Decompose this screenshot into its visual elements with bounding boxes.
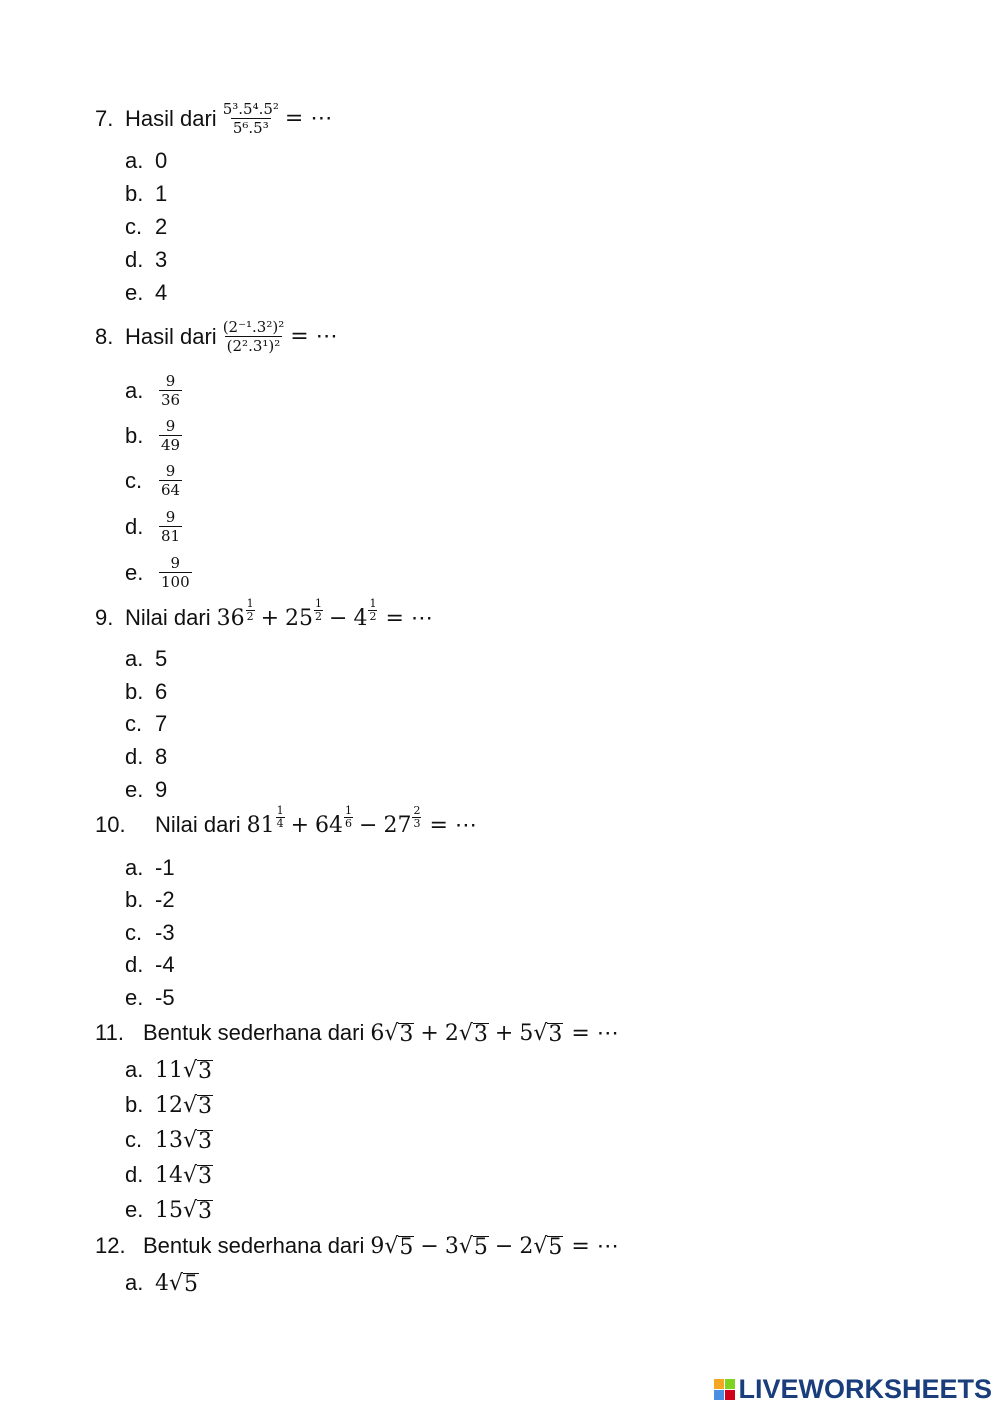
option-value: 6 (155, 679, 168, 704)
question-number: 11. (95, 1020, 124, 1045)
fraction-numerator: 9 (165, 508, 176, 526)
option-letter: a. (125, 1270, 144, 1295)
option-value: -2 (155, 887, 175, 912)
equals-ellipsis: = ⋯ (571, 1020, 619, 1046)
option-letter: d. (125, 247, 144, 272)
option-letter: c. (125, 711, 143, 736)
option-letter: b. (125, 887, 144, 912)
exponent-denominator: 3 (413, 816, 421, 830)
coefficient: 9 (370, 1233, 385, 1259)
option-value (155, 1163, 213, 1188)
operator: − (329, 605, 348, 631)
coefficient: 11 (155, 1057, 183, 1083)
term-base: 64 (315, 812, 344, 838)
option-10d[interactable] (125, 952, 175, 978)
option-fraction (159, 554, 192, 591)
coefficient: 13 (155, 1127, 183, 1153)
logo-square (725, 1390, 735, 1400)
question-text: Nilai dari (125, 605, 211, 630)
option-12a[interactable] (125, 1270, 199, 1296)
coefficient: 2 (519, 1233, 534, 1259)
exponent-denominator: 6 (345, 816, 353, 830)
option-11b[interactable] (125, 1092, 213, 1118)
question-number: 7. (95, 105, 114, 131)
option-value: -5 (155, 985, 175, 1010)
option-letter: c. (125, 214, 143, 239)
radicand: 3 (198, 1198, 213, 1224)
coefficient: 5 (519, 1020, 534, 1046)
option-value (155, 1058, 213, 1083)
fraction-denominator: 36 (161, 391, 181, 409)
fraction-numerator: 9 (165, 372, 176, 390)
sqrt-icon: √ 3 (458, 1020, 488, 1047)
option-9b[interactable] (125, 679, 167, 705)
exponent-fraction (344, 805, 353, 830)
option-letter: e. (125, 1197, 144, 1222)
option-letter: e. (125, 985, 144, 1010)
option-8d[interactable] (125, 508, 186, 545)
exponent-fraction (276, 805, 285, 830)
expression (246, 803, 477, 838)
radicand: 3 (473, 1021, 488, 1047)
operator: − (359, 812, 378, 838)
option-value: 8 (155, 744, 168, 769)
fraction-denominator: (2².3¹)² (226, 337, 281, 355)
sqrt-icon: √ 5 (458, 1233, 488, 1260)
coefficient: 14 (155, 1162, 183, 1188)
exponent-denominator: 4 (276, 816, 284, 830)
operator: − (420, 1233, 439, 1259)
option-letter: a. (125, 855, 144, 880)
exponent-numerator: 2 (413, 803, 421, 817)
radicand: 5 (184, 1271, 199, 1297)
equals-ellipsis: = ⋯ (284, 106, 333, 131)
sqrt-icon: √ 3 (183, 1162, 213, 1189)
equals-ellipsis: = ⋯ (385, 605, 433, 631)
sqrt-icon: √ 5 (533, 1233, 563, 1260)
option-10e[interactable] (125, 985, 175, 1011)
question-text: Hasil dari (125, 323, 217, 349)
exponent-fraction (412, 805, 421, 830)
radicand: 3 (399, 1021, 414, 1047)
option-letter: d. (125, 1162, 144, 1187)
exponent-denominator: 2 (246, 609, 254, 623)
fraction-denominator: 64 (161, 481, 181, 499)
option-value: -4 (155, 952, 175, 977)
radicand: 5 (548, 1234, 563, 1260)
radicand: 3 (198, 1093, 213, 1119)
coefficient: 4 (155, 1270, 169, 1296)
logo-square (725, 1379, 735, 1389)
option-7b[interactable] (125, 181, 167, 207)
option-9e[interactable] (125, 777, 167, 803)
option-7d[interactable] (125, 247, 167, 273)
exponent-fraction (314, 598, 323, 623)
option-9a[interactable] (125, 646, 167, 672)
option-letter: b. (125, 679, 144, 704)
question-7 (95, 100, 332, 137)
question-fraction (221, 100, 281, 137)
option-value: 3 (155, 247, 168, 272)
option-letter: e. (125, 280, 144, 305)
radicand: 3 (198, 1058, 213, 1084)
fraction-numerator: 5³.5⁴.5² (222, 100, 279, 118)
option-7c[interactable] (125, 214, 167, 240)
term-base: 4 (353, 605, 368, 631)
option-value: 2 (155, 214, 168, 239)
sqrt-icon: √ 3 (533, 1020, 563, 1047)
option-letter: c. (125, 920, 143, 945)
option-value (155, 1271, 199, 1296)
sqrt-icon: √ 3 (384, 1020, 414, 1047)
option-10b[interactable] (125, 887, 175, 913)
exponent-denominator: 2 (369, 609, 377, 623)
option-7a[interactable] (125, 148, 167, 174)
question-10 (95, 803, 477, 838)
expression (216, 596, 433, 631)
question-number: 12. (95, 1233, 126, 1258)
fraction-denominator: 5⁶.5³ (232, 119, 269, 137)
question-number: 10. (95, 812, 126, 837)
equals-ellipsis: = ⋯ (429, 812, 477, 838)
option-9c[interactable] (125, 711, 167, 737)
question-text: Hasil dari (125, 105, 217, 131)
option-value: -1 (155, 855, 175, 880)
term-base: 36 (216, 605, 245, 631)
option-value: 7 (155, 711, 168, 736)
option-letter: d. (125, 744, 144, 769)
exponent-fraction (246, 598, 255, 623)
option-letter: e. (125, 559, 144, 585)
option-value: 4 (155, 280, 168, 305)
option-value: 1 (155, 181, 168, 206)
option-fraction (159, 508, 182, 545)
option-fraction (159, 462, 182, 499)
option-11a[interactable] (125, 1057, 213, 1083)
question-8 (95, 318, 338, 355)
option-value: 0 (155, 148, 168, 173)
sqrt-icon: √ 5 (384, 1233, 414, 1260)
option-letter: b. (125, 1092, 144, 1117)
coefficient: 6 (370, 1020, 385, 1046)
option-7e[interactable] (125, 280, 167, 306)
exponent-fraction (368, 598, 377, 623)
operator: + (260, 605, 280, 631)
question-text: Nilai dari (155, 812, 241, 837)
exponent-numerator: 1 (345, 803, 353, 817)
exponent-numerator: 1 (369, 596, 377, 610)
option-10c[interactable] (125, 920, 175, 946)
option-letter: c. (125, 1127, 143, 1152)
option-letter: d. (125, 513, 144, 539)
operator: − (494, 1233, 514, 1259)
question-number: 8. (95, 323, 114, 349)
option-value: -3 (155, 920, 175, 945)
option-fraction (159, 417, 182, 454)
option-letter: b. (125, 181, 144, 206)
option-letter: d. (125, 952, 144, 977)
question-text: Bentuk sederhana dari (143, 1020, 365, 1045)
coefficient: 12 (155, 1092, 183, 1118)
equals-ellipsis: = ⋯ (290, 324, 338, 349)
option-10a[interactable] (125, 855, 175, 881)
option-letter: c. (125, 467, 143, 493)
option-fraction (159, 372, 182, 409)
coefficient: 2 (444, 1020, 459, 1046)
expression (370, 1021, 618, 1046)
fraction-denominator: 100 (161, 573, 190, 591)
option-letter: a. (125, 1057, 144, 1082)
option-value (155, 1128, 213, 1153)
sqrt-icon: √ 3 (183, 1092, 213, 1119)
option-8c[interactable] (125, 462, 186, 499)
fraction-numerator: 9 (165, 462, 176, 480)
question-number: 9. (95, 605, 114, 630)
option-11c[interactable] (125, 1127, 213, 1153)
sqrt-icon: √ 3 (183, 1197, 213, 1224)
coefficient: 3 (444, 1233, 459, 1259)
option-letter: a. (125, 148, 144, 173)
option-value (155, 1093, 213, 1118)
exponent-numerator: 1 (246, 596, 254, 610)
question-11 (95, 1020, 619, 1046)
option-letter: a. (125, 646, 144, 671)
exponent-numerator: 1 (315, 596, 323, 610)
fraction-numerator: 9 (170, 554, 181, 572)
option-value (155, 1198, 213, 1223)
option-11d[interactable] (125, 1162, 213, 1188)
option-8b[interactable] (125, 417, 186, 454)
radicand: 5 (399, 1234, 414, 1260)
liveworksheets-logo (714, 1374, 992, 1405)
option-letter: a. (125, 377, 144, 403)
radicand: 5 (473, 1234, 488, 1260)
logo-square (714, 1379, 724, 1389)
logo-text: LIVEWORKSHEETS (738, 1374, 992, 1404)
term-base: 25 (285, 605, 314, 631)
radicand: 3 (198, 1128, 213, 1154)
sqrt-icon: √ 3 (183, 1127, 213, 1154)
fraction-numerator: 9 (165, 417, 176, 435)
expression (370, 1234, 618, 1259)
question-12 (95, 1233, 619, 1259)
logo-square (714, 1390, 724, 1400)
operator: + (290, 812, 310, 838)
equals-ellipsis: = ⋯ (571, 1233, 619, 1259)
term-base: 27 (383, 812, 412, 838)
fraction-denominator: 49 (161, 436, 181, 454)
operator: + (420, 1020, 439, 1046)
sqrt-icon: √ 3 (183, 1057, 213, 1084)
term-base: 81 (246, 812, 275, 838)
option-8e[interactable] (125, 554, 196, 591)
option-letter: b. (125, 422, 144, 448)
radicand: 3 (198, 1163, 213, 1189)
option-value: 9 (155, 777, 168, 802)
sqrt-icon: √ 5 (169, 1270, 199, 1297)
radicand: 3 (548, 1021, 563, 1047)
operator: + (494, 1020, 514, 1046)
option-9d[interactable] (125, 744, 167, 770)
fraction-denominator: 81 (161, 527, 181, 545)
coefficient: 15 (155, 1197, 183, 1223)
option-letter: e. (125, 777, 144, 802)
exponent-denominator: 2 (315, 609, 323, 623)
fraction-numerator: (2⁻¹.3²)² (222, 318, 285, 336)
option-value: 5 (155, 646, 168, 671)
question-fraction (221, 318, 287, 355)
exponent-numerator: 1 (276, 803, 284, 817)
logo-icon (714, 1379, 735, 1400)
option-8a[interactable] (125, 372, 186, 409)
question-text: Bentuk sederhana dari (143, 1233, 365, 1258)
question-9 (95, 596, 433, 631)
option-11e[interactable] (125, 1197, 213, 1223)
